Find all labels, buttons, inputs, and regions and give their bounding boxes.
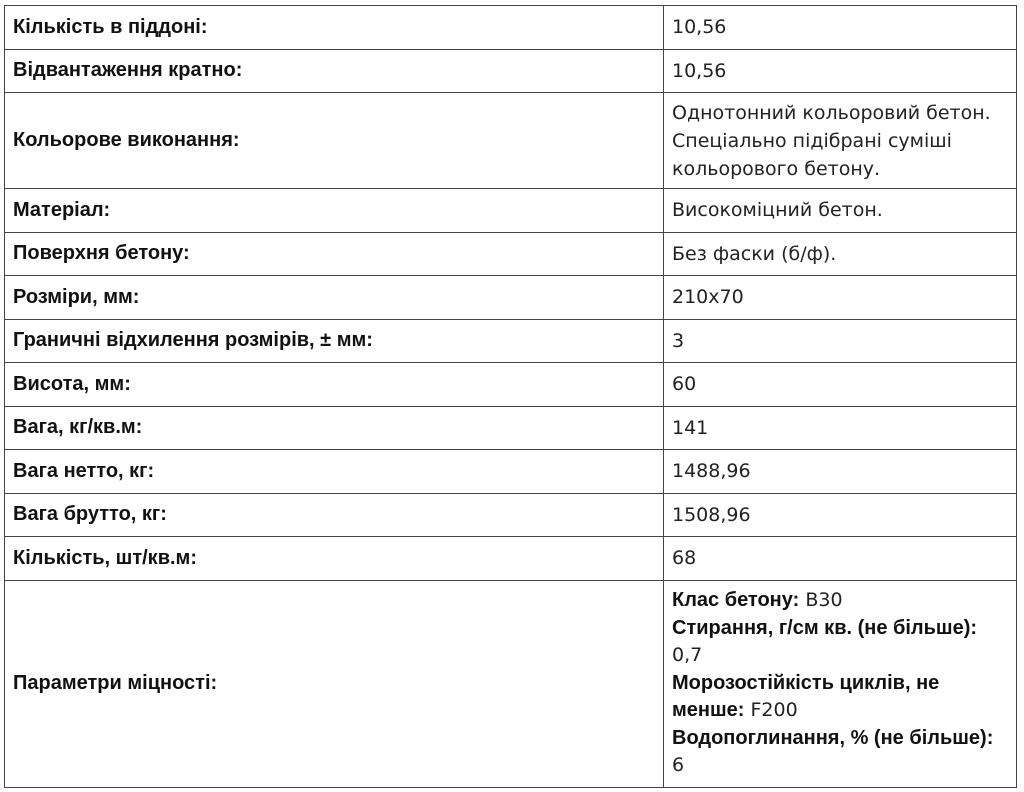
row-value: 1488,96 <box>664 450 1017 494</box>
table-row-material <box>5 189 1017 233</box>
row-label: Параметри міцності: <box>5 580 664 787</box>
row-value: 68 <box>664 537 1017 581</box>
param-name: Клас бетону: <box>672 589 800 612</box>
row-label: Кількість, шт/кв.м: <box>5 537 664 581</box>
table-row-pallet-quantity <box>5 6 1017 50</box>
table-row-color <box>5 93 1017 189</box>
table-row-height <box>5 363 1017 407</box>
table-row-shipment-multiple <box>5 49 1017 93</box>
row-label: Вага нетто, кг: <box>5 450 664 494</box>
param-value: 0,7 <box>672 644 703 667</box>
row-value: 10,56 <box>664 6 1017 50</box>
row-label: Поверхня бетону: <box>5 232 664 276</box>
row-value: Без фаски (б/ф). <box>664 232 1017 276</box>
param-value: B30 <box>805 589 843 612</box>
spec-table <box>4 5 1017 788</box>
table-row-strength-parameters <box>5 580 1017 787</box>
row-value: Високоміцний бетон. <box>664 189 1017 233</box>
table-row-tolerance <box>5 319 1017 363</box>
row-label: Вага, кг/кв.м: <box>5 406 664 450</box>
strength-item-abrasion <box>672 615 1008 670</box>
strength-item-concrete-class <box>672 587 1008 615</box>
table-row-gross-weight <box>5 493 1017 537</box>
row-label: Вага брутто, кг: <box>5 493 664 537</box>
row-label: Граничні відхилення розмірів, ± мм: <box>5 319 664 363</box>
table-row-dimensions <box>5 276 1017 320</box>
table-row-net-weight <box>5 450 1017 494</box>
row-value: 3 <box>664 319 1017 363</box>
strength-parameters-list <box>664 580 1017 787</box>
table-row-weight-per-sqm <box>5 406 1017 450</box>
strength-item-frost-resistance <box>672 670 1008 725</box>
param-name: Водопоглинання, % (не більше): <box>672 726 994 749</box>
row-label: Відвантаження кратно: <box>5 49 664 93</box>
row-value: 10,56 <box>664 49 1017 93</box>
row-value: 60 <box>664 363 1017 407</box>
row-label: Висота, мм: <box>5 363 664 407</box>
param-value: F200 <box>750 699 798 722</box>
row-value: 210х70 <box>664 276 1017 320</box>
table-row-quantity-per-sqm <box>5 537 1017 581</box>
strength-item-water-absorption <box>672 725 1008 780</box>
param-name: Морозостійкість циклів, не менше: <box>672 671 940 722</box>
param-name: Стирання, г/см кв. (не більше): <box>672 616 978 639</box>
row-value: Однотонний кольоровий бетон. Спеціально підібрані суміші кольорового бетону. <box>664 93 1017 189</box>
row-label: Розміри, мм: <box>5 276 664 320</box>
table-row-surface <box>5 232 1017 276</box>
row-value: 141 <box>664 406 1017 450</box>
row-label: Кольорове виконання: <box>5 93 664 189</box>
row-label: Кількість в піддоні: <box>5 6 664 50</box>
row-value: 1508,96 <box>664 493 1017 537</box>
param-value: 6 <box>672 754 685 777</box>
row-label: Матеріал: <box>5 189 664 233</box>
